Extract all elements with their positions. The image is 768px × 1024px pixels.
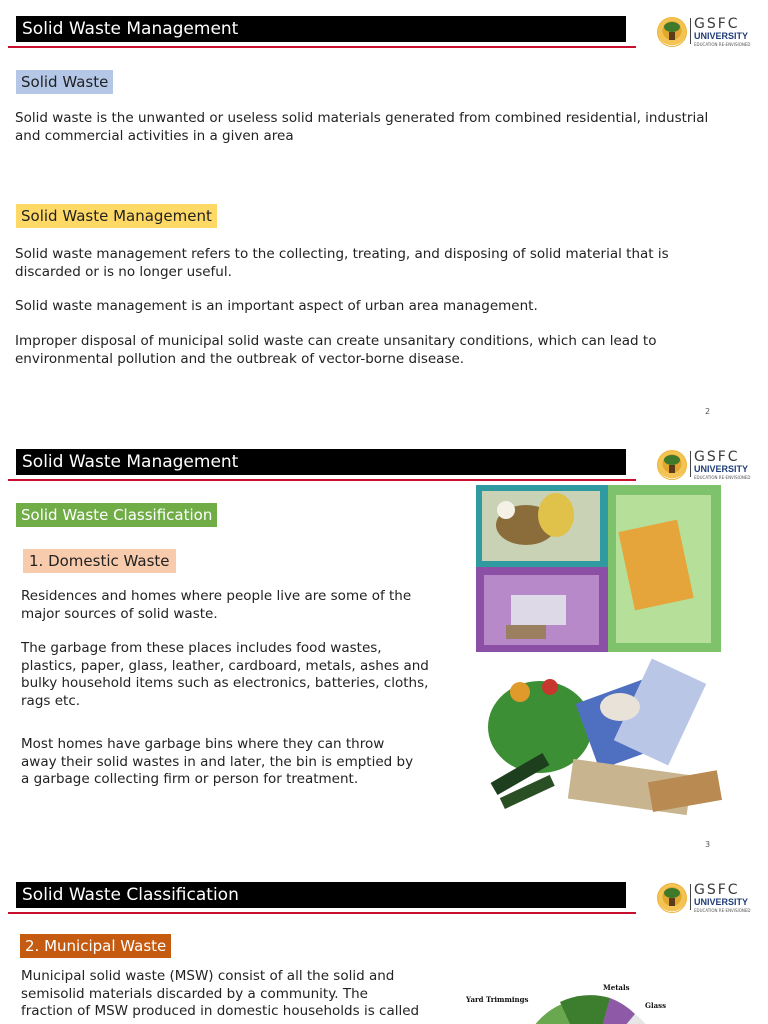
swm-text-2: Solid waste management is an important aspect of urban area management. — [15, 298, 538, 314]
logo-name: GSFC — [694, 882, 740, 898]
heading-classification: Solid Waste Classification — [16, 503, 217, 527]
title-rule — [8, 912, 636, 914]
domestic-text-1: Residences and homes where people live are some of the major sources of solid waste. — [21, 588, 412, 622]
slide-title: Solid Waste Management — [16, 449, 626, 475]
waste-heap-photo — [480, 657, 727, 829]
slide-4 — [0, 866, 768, 1024]
slide-3 — [0, 433, 768, 863]
slide-title: Solid Waste Management — [16, 16, 626, 42]
title-rule — [8, 479, 636, 481]
tree-icon — [664, 888, 680, 898]
chart-label-metals: Metals — [603, 983, 630, 992]
logo-tagline: EDUCATION RE-ENVISIONED — [694, 475, 751, 480]
domestic-text-3: Most homes have garbage bins where they can throw away their solid wastes in and later, the bin is emptied by a garbage collecting firm or person for treatment. — [21, 736, 414, 787]
heading-municipal-waste: 2. Municipal Waste — [20, 934, 171, 958]
title-rule — [8, 46, 636, 48]
page-number: 2 — [705, 407, 711, 416]
heading-domestic-waste: 1. Domestic Waste — [23, 549, 176, 573]
logo-name: GSFC — [694, 449, 740, 465]
logo-tagline: EDUCATION RE-ENVISIONED — [694, 908, 751, 913]
swm-text-3: Improper disposal of municipal solid waste can create unsanitary conditions, which can lead to environmental pollution and the outbreak of vector-borne disease. — [15, 333, 657, 367]
logo-sub: UNIVERSITY — [694, 897, 749, 907]
heading-swm: Solid Waste Management — [16, 204, 217, 228]
tree-icon — [664, 22, 680, 32]
logo-sub: UNIVERSITY — [694, 31, 749, 41]
slide-2 — [0, 0, 768, 430]
university-logo — [657, 448, 749, 484]
logo-sub: UNIVERSITY — [694, 464, 749, 474]
sorted-bins-photo — [476, 485, 721, 652]
tree-icon — [664, 455, 680, 465]
logo-name: GSFC — [694, 16, 740, 32]
slide-title: Solid Waste Classification — [16, 882, 626, 908]
page-number: 3 — [705, 840, 711, 849]
university-logo — [657, 881, 749, 917]
domestic-text-2: The garbage from these places includes food wastes, plastics, paper, glass, leather, cardboard, metals, ashes and bulky household items such as electronics, batteries, cloths, rags etc. — [21, 640, 429, 709]
heading-solid-waste: Solid Waste — [16, 70, 113, 94]
swm-text-1: Solid waste management refers to the collecting, treating, and disposing of solid material that is discarded or is no longer useful. — [15, 246, 669, 280]
university-logo — [657, 15, 749, 51]
msw-composition-diagram — [460, 978, 670, 1024]
municipal-text: Municipal solid waste (MSW) consist of all the solid and semisolid materials discarded by a community. The fraction of MSW produced in domestic households is called — [21, 968, 420, 1019]
logo-tagline: EDUCATION RE-ENVISIONED — [694, 42, 751, 47]
chart-label-yard: Yard Trimmings — [466, 995, 529, 1004]
chart-label-glass: Glass — [645, 1001, 667, 1010]
definition-text: Solid waste is the unwanted or useless solid materials generated from combined residential, industrial and commercial activities in a given area — [15, 110, 709, 144]
